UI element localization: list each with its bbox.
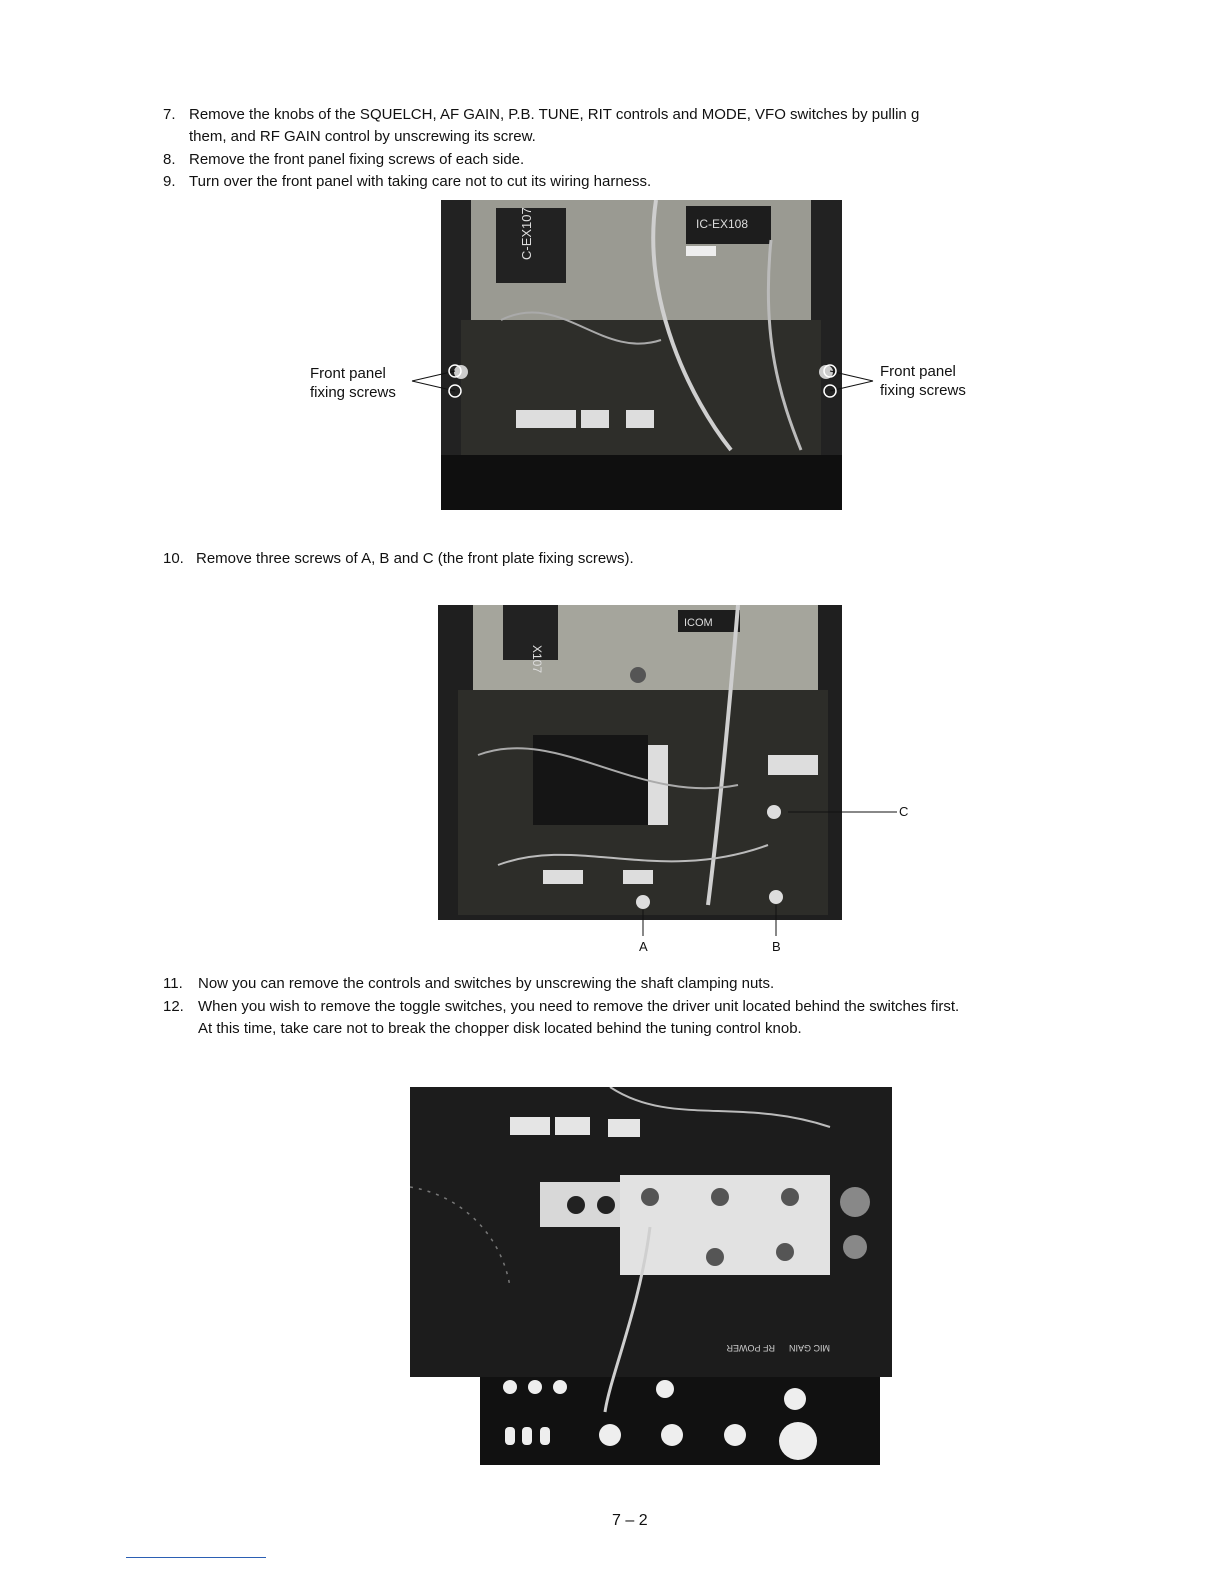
photo-illustration bbox=[438, 605, 842, 920]
step-number: 10. bbox=[163, 550, 184, 567]
step-text-line: Now you can remove the controls and switches by unscrewing the shaft clamping nuts. bbox=[198, 975, 775, 992]
step-text-line: Remove the front panel fixing screws of each side. bbox=[189, 151, 525, 168]
step-number: 7. bbox=[163, 106, 176, 123]
step-number: 12. bbox=[163, 998, 184, 1015]
board-mark-1: C-EX107 bbox=[519, 207, 534, 260]
figure-front-plate-screws-photo bbox=[438, 605, 842, 920]
step-text-line: Remove the knobs of the SQUELCH, AF GAIN, P.B. TUNE, RIT controls and MODE, VFO switches by pullin g bbox=[189, 106, 920, 123]
label-line: fixing screws bbox=[310, 384, 396, 401]
figure-driver-unit-photo bbox=[410, 1087, 892, 1465]
callout-b-label: B bbox=[772, 939, 781, 954]
page-number: 7 – 2 bbox=[612, 1512, 648, 1529]
step-text-line: When you wish to remove the toggle switches, you need to remove the driver unit located behind the switches first. bbox=[198, 998, 960, 1015]
left-screws-label bbox=[310, 364, 396, 402]
step-number: 9. bbox=[163, 173, 176, 190]
callout-a-label: A bbox=[639, 939, 648, 954]
callout-c-label: C bbox=[899, 804, 909, 819]
step-text-line: them, and RF GAIN control by unscrewing its screw. bbox=[189, 128, 536, 145]
footer-rule bbox=[126, 1557, 266, 1558]
board-mark-1: X107 bbox=[530, 645, 544, 674]
photo-illustration bbox=[441, 200, 842, 510]
panel-mark-2: RF POWER bbox=[726, 1343, 775, 1353]
step-number: 11. bbox=[163, 975, 183, 992]
label-line: Front panel bbox=[310, 365, 386, 382]
panel-mark-1: MIC GAIN bbox=[788, 1343, 830, 1353]
board-mark-2: ICOM bbox=[684, 617, 713, 629]
photo-illustration bbox=[410, 1087, 892, 1465]
label-line: fixing screws bbox=[880, 382, 966, 399]
right-screws-label bbox=[880, 362, 966, 400]
figure-front-panel-screws-photo bbox=[441, 200, 842, 510]
step-text-line: At this time, take care not to break the chopper disk located behind the tuning control knob. bbox=[198, 1020, 802, 1037]
step-text-line: Remove three screws of A, B and C (the front plate fixing screws). bbox=[196, 550, 634, 567]
step-number: 8. bbox=[163, 151, 176, 168]
board-mark-2: IC-EX108 bbox=[696, 217, 749, 231]
step-text-line: Turn over the front panel with taking care not to cut its wiring harness. bbox=[189, 173, 652, 190]
label-line: Front panel bbox=[880, 363, 956, 380]
